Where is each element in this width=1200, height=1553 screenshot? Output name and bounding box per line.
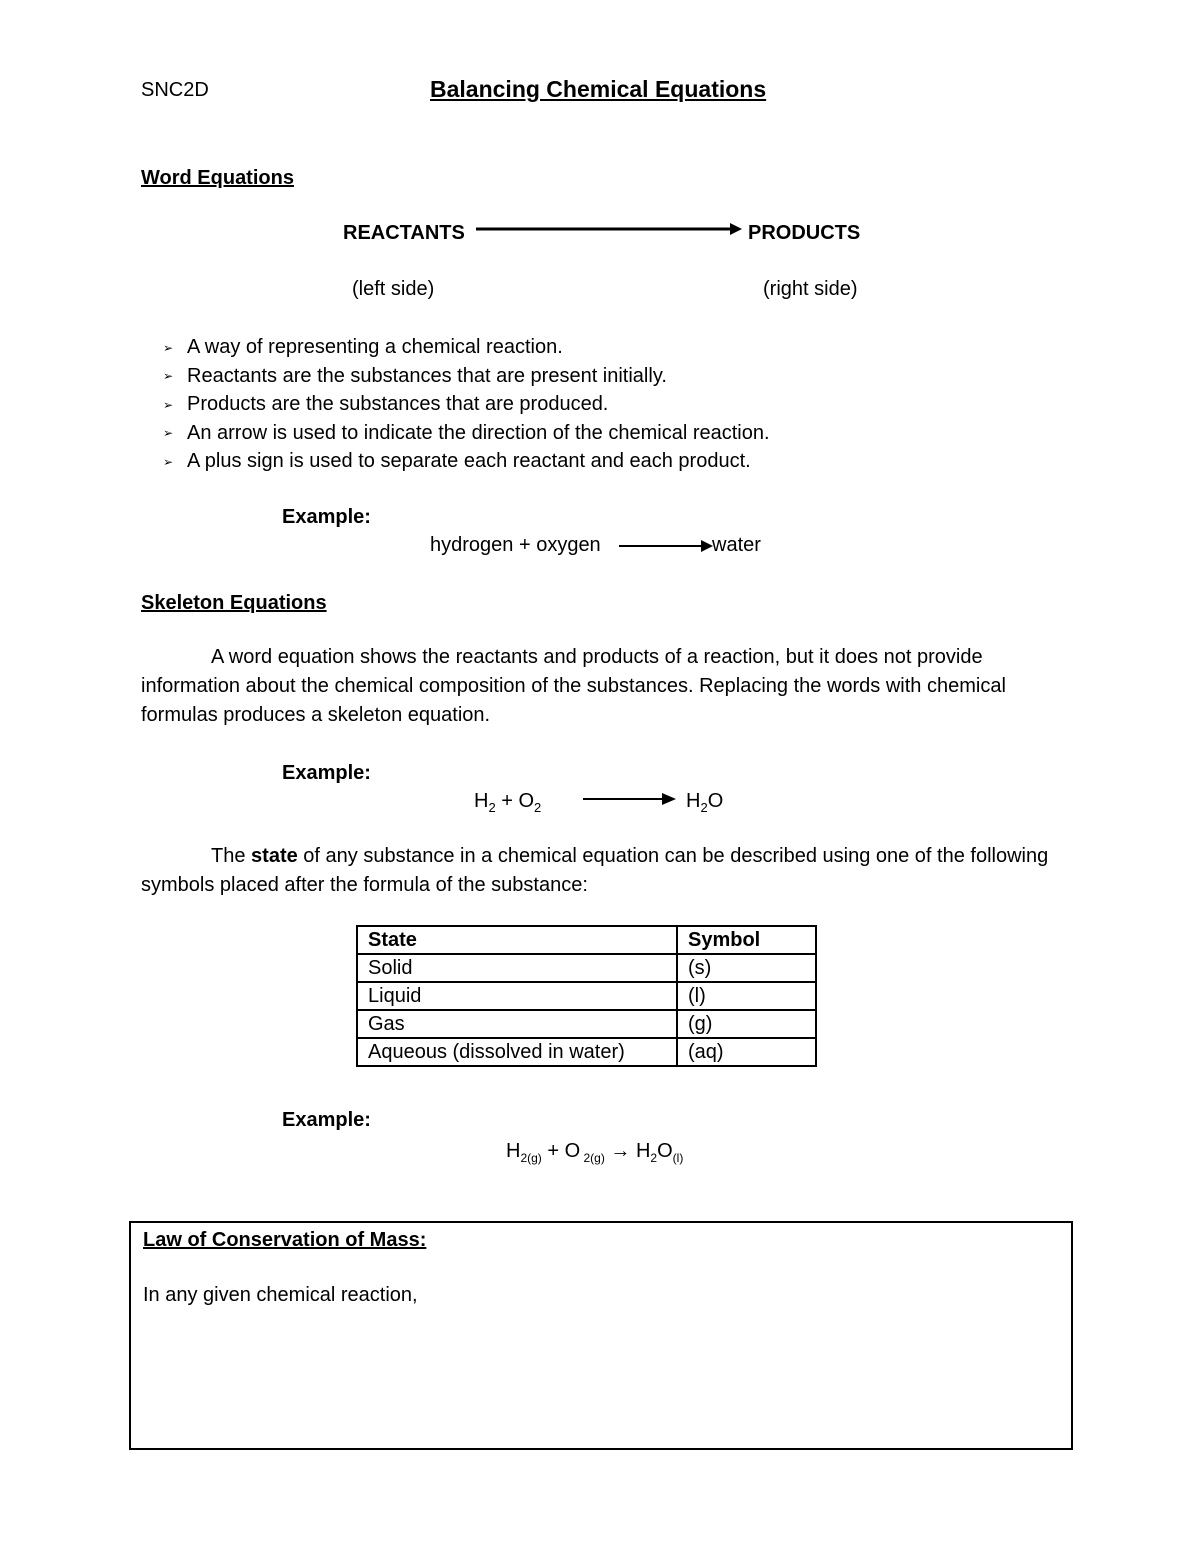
table-row bbox=[357, 982, 816, 1010]
example-label: Example: bbox=[282, 1109, 371, 1131]
products-label: PRODUCTS bbox=[748, 222, 861, 244]
skeleton-example-reactants: $H_2 + O_2$ bbox=[474, 790, 542, 815]
table-cell: Gas bbox=[357, 1010, 677, 1038]
table-cell: (s) bbox=[677, 954, 816, 982]
skeleton-example-product: $H_2O$ bbox=[686, 790, 724, 815]
table-row bbox=[357, 1038, 816, 1066]
list-item: ➢ Products are the substances that are produced. bbox=[163, 390, 770, 419]
course-code: SNC2D bbox=[141, 79, 209, 101]
table-cell: (aq) bbox=[677, 1038, 816, 1066]
table-row bbox=[357, 1010, 816, 1038]
bullet-arrow-icon: ➢ bbox=[163, 426, 174, 441]
skeleton-equations-heading: Skeleton Equations bbox=[141, 592, 327, 614]
document-title: Balancing Chemical Equations bbox=[430, 76, 767, 102]
table-header-cell: Symbol bbox=[677, 926, 816, 954]
law-text: In any given chemical reaction, bbox=[143, 1284, 418, 1306]
table-header-row bbox=[357, 926, 816, 954]
list-item: ➢ An arrow is used to indicate the direction of the chemical reaction. bbox=[163, 419, 770, 448]
list-item: ➢ A plus sign is used to separate each reactant and each product. bbox=[163, 447, 770, 476]
reaction-arrow bbox=[583, 792, 676, 806]
list-item: ➢ Reactants are the substances that are present initially. bbox=[163, 362, 770, 391]
bullet-arrow-icon: ➢ bbox=[163, 340, 174, 355]
word-example-product: water bbox=[712, 534, 761, 556]
right-side-note: (right side) bbox=[763, 278, 858, 300]
state-symbol-table bbox=[356, 925, 817, 1067]
word-equations-heading: Word Equations bbox=[141, 167, 294, 189]
table-cell: Aqueous (dissolved in water) bbox=[357, 1038, 677, 1066]
reaction-arrow bbox=[619, 539, 713, 553]
state-paragraph: The state of any substance in a chemical equation can be described using one of the following symbols placed after the formula of the substance: bbox=[141, 845, 1049, 896]
reaction-arrow bbox=[476, 222, 742, 236]
bullet-arrow-icon: ➢ bbox=[163, 397, 174, 412]
table-cell: (g) bbox=[677, 1010, 816, 1038]
word-equation-bullets bbox=[163, 333, 770, 476]
bullet-arrow-icon: ➢ bbox=[163, 454, 174, 469]
list-item: ➢ A way of representing a chemical reaction. bbox=[163, 333, 770, 362]
skeleton-paragraph: A word equation shows the reactants and products of a reaction, but it does not provide information about the chemical composition of the substances. Replacing the words with chemical formulas produces a skeleton equation. bbox=[141, 646, 1006, 726]
state-example-equation: $H_{2(g)} + O$ $_{2(g)} \to H_2O_{(l)}$ bbox=[506, 1140, 684, 1165]
table-header-cell: State bbox=[357, 926, 677, 954]
word-example-reactants: hydrogen + oxygen bbox=[430, 534, 601, 556]
table-cell: Solid bbox=[357, 954, 677, 982]
law-title: Law of Conservation of Mass: bbox=[143, 1229, 427, 1251]
example-label: Example: bbox=[282, 506, 371, 528]
table-row bbox=[357, 954, 816, 982]
law-of-conservation-box bbox=[129, 1221, 1073, 1450]
example-label: Example: bbox=[282, 762, 371, 784]
table-cell: (l) bbox=[677, 982, 816, 1010]
table-cell: Liquid bbox=[357, 982, 677, 1010]
reactants-label: REACTANTS bbox=[343, 222, 465, 244]
left-side-note: (left side) bbox=[352, 278, 435, 300]
bullet-arrow-icon: ➢ bbox=[163, 369, 174, 384]
